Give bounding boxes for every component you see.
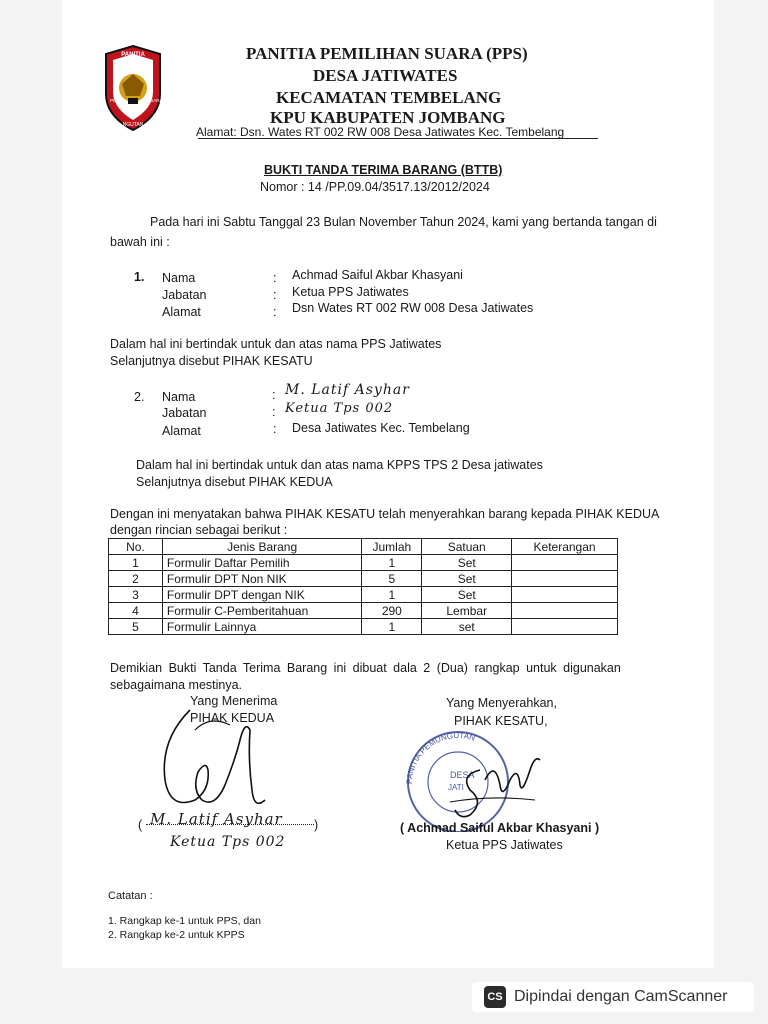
right-sign-title: Ketua PPS Jatiwates [446,838,563,852]
cell-jenis: Formulir DPT Non NIK [162,571,362,587]
notes-item-1: 1. Rangkap ke-1 untuk PPS, dan [108,915,261,927]
left-sign-title-handwritten: Ketua Tps 002 [170,834,286,850]
party2-jabatan-handwritten: Ketua Tps 002 [285,401,394,416]
table-row [109,619,618,635]
left-sign-dotted-line [146,824,314,825]
cell-jumlah: 1 [362,587,422,603]
cell-jumlah: 5 [362,571,422,587]
table-row [109,555,618,571]
cell-no: 3 [109,587,163,603]
cell-jenis: Formulir Daftar Pemilih [162,555,362,571]
th-satuan: Satuan [422,539,512,555]
party2-nama-handwritten: M. Latif Asyhar [285,382,410,398]
party2-note-1: Dalam hal ini bertindak untuk dan atas nama KPPS TPS 2 Desa jatiwates [136,458,543,472]
stamp-center-1: DESA [450,770,475,780]
party2-label-nama: Nama [162,390,196,404]
cell-keterangan [512,619,618,635]
intro-line-1: Pada hari ini Sabtu Tanggal 23 Bulan November Tahun 2024, kami yang bertanda tangan di [150,215,657,229]
logo-text-top: PANITIA [121,52,145,58]
party1-colon-nama: : [273,271,277,285]
logo-text-bottom: NGUTAN [122,122,144,128]
camscanner-watermark [472,982,754,1012]
party2-colon-alamat: : [273,422,277,436]
header-title-3: KECAMATAN TEMBELANG [276,88,502,107]
header-divider [198,138,598,139]
party2-number: 2. [134,390,145,404]
cell-satuan: Lembar [422,603,512,619]
party1-label-jabatan: Jabatan [162,288,207,302]
party2-colon-jabatan: : [272,405,276,419]
right-sign-role-1: Yang Menyerahkan, [446,696,557,710]
left-sign-role-2: PIHAK KEDUA [190,711,275,725]
left-sign-bracket-close: ) [314,818,319,832]
th-keterangan: Keterangan [512,539,618,555]
th-no: No. [109,539,163,555]
header-title-2: DESA JATIWATES [313,66,458,85]
kpu-logo [100,44,166,132]
table-row [109,571,618,587]
stamp-arc-text: PANITIA PEMUNGUTAN [404,730,477,785]
party1-jabatan: Ketua PPS Jatiwates [292,285,409,299]
party1-nama: Achmad Saiful Akbar Khasyani [292,268,463,282]
cell-satuan: Set [422,555,512,571]
cell-jumlah: 290 [362,603,422,619]
cell-keterangan [512,603,618,619]
party1-alamat: Dsn Wates RT 002 RW 008 Desa Jatiwates [292,301,534,315]
table-row [109,603,618,619]
cell-satuan: set [422,619,512,635]
cell-no: 5 [109,619,163,635]
party2-note-2: Selanjutnya disebut PIHAK KEDUA [136,475,333,489]
logo-text-left: PEMU [110,98,124,103]
table-header-row [109,539,618,555]
party2-alamat: Desa Jatiwates Kec. Tembelang [292,421,470,435]
party1-label-nama: Nama [162,271,196,285]
cell-jumlah: 1 [362,619,422,635]
cell-no: 2 [109,571,163,587]
cell-no: 4 [109,603,163,619]
th-jenis-barang: Jenis Barang [162,539,362,555]
left-sign-name-handwritten: M. Latif Asyhar [150,810,283,828]
right-sign-name: ( Achmad Saiful Akbar Khasyani ) [400,821,600,835]
party1-colon-jabatan: : [273,288,277,302]
cell-jenis: Formulir C-Pemberitahuan [162,603,362,619]
document-number: Nomor : 14 /PP.09.04/3517.13/2012/2024 [260,180,490,194]
cell-satuan: Set [422,571,512,587]
party1-number: 1. [134,270,145,284]
header-address: Alamat: Dsn. Wates RT 002 RW 008 Desa Jatiwates Kec. Tembelang [196,125,565,139]
party1-label-alamat: Alamat [162,305,201,319]
intro-line-2: bawah ini : [110,235,170,249]
left-sign-bracket-open: ( [138,818,143,832]
notes-heading: Catatan : [108,890,153,902]
closing-line-1: Demikian Bukti Tanda Terima Barang ini dibuat dala 2 (Dua) rangkap untuk digunakan [110,661,621,675]
party2-colon-nama: : [272,388,276,402]
party2-label-jabatan: Jabatan [162,406,207,420]
notes-item-2: 2. Rangkap ke-2 untuk KPPS [108,929,245,941]
right-sign-role-2: PIHAK KESATU, [454,714,548,728]
cell-jenis: Formulir DPT dengan NIK [162,587,362,603]
party1-colon-alamat: : [273,305,277,319]
closing-line-2: sebagaimana mestinya. [110,678,243,692]
header-title-1: PANITIA PEMILIHAN SUARA (PPS) [246,44,528,63]
stamp-center-2: JATI [448,783,464,792]
cell-no: 1 [109,555,163,571]
cell-keterangan [512,571,618,587]
items-table [108,538,618,635]
cell-jumlah: 1 [362,555,422,571]
right-signature-scribble [440,740,550,830]
th-jumlah: Jumlah [362,539,422,555]
cell-keterangan [512,587,618,603]
statement-line-2: dengan rincian sebagai berikut : [110,523,288,537]
document-title: BUKTI TANDA TERIMA BARANG (BTTB) [264,163,503,177]
logo-text-right: SUARA [147,98,163,103]
left-sign-role-1: Yang Menerima [190,694,278,708]
cell-keterangan [512,555,618,571]
cell-jenis: Formulir Lainnya [162,619,362,635]
statement-line-1: Dengan ini menyatakan bahwa PIHAK KESATU telah menyerahkan barang kepada PIHAK KEDUA [110,507,660,521]
party1-note-2: Selanjutnya disebut PIHAK KESATU [110,354,313,368]
party1-note-1: Dalam hal ini bertindak untuk dan atas nama PPS Jatiwates [110,337,442,351]
table-row [109,587,618,603]
camscanner-logo-icon: CS [484,986,506,1008]
header-title-4: KPU KABUPATEN JOMBANG [270,108,506,127]
camscanner-text: Dipindai dengan CamScanner [514,988,728,1005]
cell-satuan: Set [422,587,512,603]
party2-label-alamat: Alamat [162,424,201,438]
